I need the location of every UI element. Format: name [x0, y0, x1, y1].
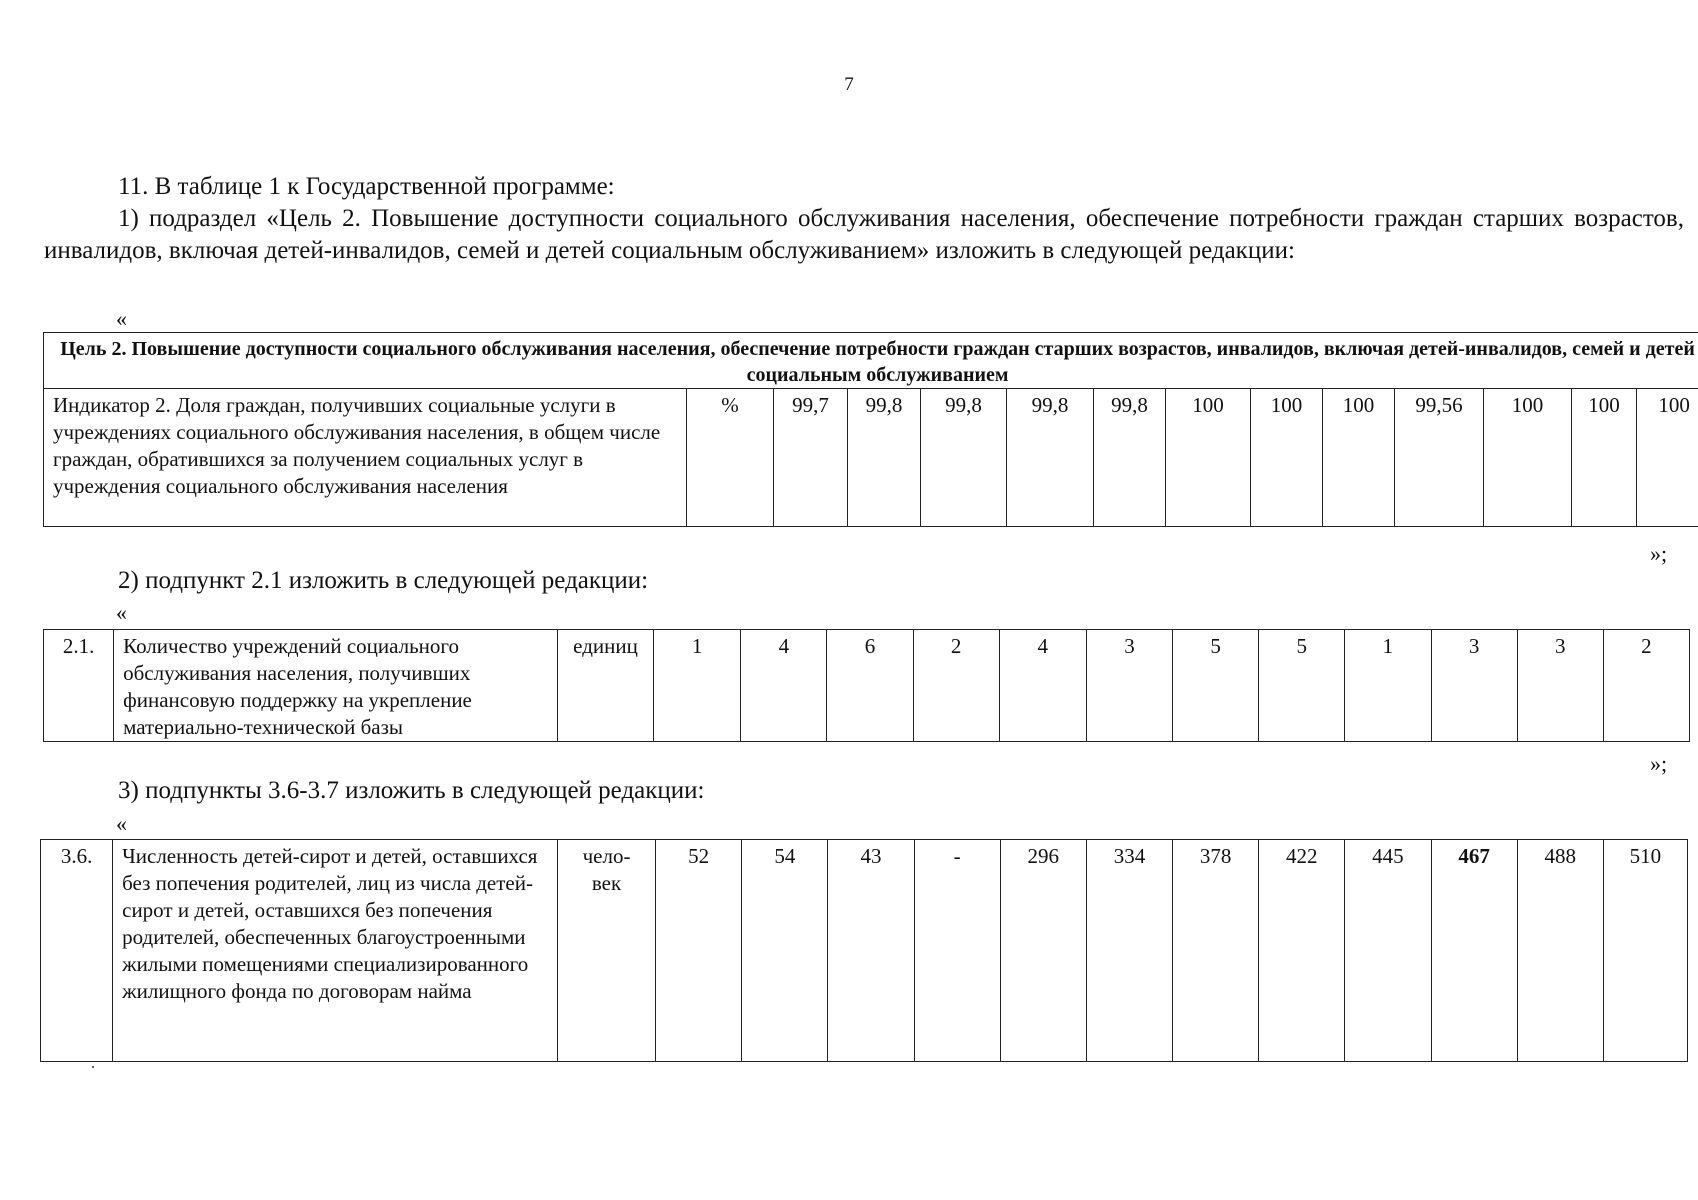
value-cell: 100: [1572, 389, 1637, 527]
value-cell: 334: [1086, 840, 1172, 1062]
value-cell: 99,8: [848, 389, 921, 527]
value-cell: 296: [1000, 840, 1086, 1062]
value-cell: 100: [1166, 389, 1251, 527]
goal-header: Цель 2. Повышение доступности социального обслуживания населения, обеспечение потребности граждан старших возрастов, инвалидов, включая детей-инвалидов, семей и детей социальным обслуживанием: [44, 333, 1698, 389]
table-row: [44, 389, 1698, 527]
value-cell: 100: [1637, 389, 1698, 527]
close-quote-1: »;: [1650, 541, 1668, 566]
table-goal-2: [43, 332, 1698, 527]
intro-line-2: 1) подраздел «Цель 2. Повышение доступности социального обслуживания населения, обеспечение потребности граждан старших возрастов, инвалидов, включая детей-инвалидов, семей и детей социальным обслуживанием» изложить в следующей редакции:: [44, 205, 1684, 264]
unit-cell: %: [687, 389, 774, 527]
value-cell: 100: [1251, 389, 1323, 527]
value-cell: 54: [742, 840, 828, 1062]
value-cell: 4: [999, 630, 1086, 742]
goal-header-row: [44, 333, 1698, 389]
value-cell: 378: [1173, 840, 1259, 1062]
table-row: [44, 630, 1690, 742]
open-quote-3: «: [116, 811, 127, 836]
value-cell: 3: [1431, 630, 1517, 742]
value-cell: 100: [1484, 389, 1572, 527]
table-subitem-2-1: [43, 629, 1690, 742]
table-subitem-3-6: [40, 839, 1688, 1062]
unit-cell: единиц: [557, 630, 653, 742]
value-cell: 445: [1345, 840, 1431, 1062]
value-cell: 99,8: [921, 389, 1007, 527]
value-cell: 52: [656, 840, 742, 1062]
value-cell: 6: [827, 630, 913, 742]
value-cell: 422: [1259, 840, 1345, 1062]
value-cell: 2: [913, 630, 999, 742]
value-cell: 99,56: [1395, 389, 1484, 527]
value-cell: 3: [1086, 630, 1172, 742]
row-number: 2.1.: [44, 630, 114, 742]
value-cell: 43: [828, 840, 914, 1062]
row-name: Численность детей-сирот и детей, оставшихся без попечения родителей, лиц из числа детей-сирот и детей, оставшихся без попечения родителей, обеспеченных благоустроенными жилыми помещениями специализированного жилищного фонда по договорам найма: [113, 840, 558, 1062]
open-quote-1: «: [116, 306, 127, 331]
value-cell: 488: [1517, 840, 1603, 1062]
section-3-heading: 3) подпункты 3.6-3.7 изложить в следующей редакции:: [118, 777, 705, 804]
table-row: [41, 840, 1688, 1062]
close-quote-2: »;: [1650, 751, 1668, 776]
value-cell: 1: [654, 630, 741, 742]
value-cell: 99,7: [774, 389, 848, 527]
unit-cell: чело- век: [557, 840, 655, 1062]
row-name: Количество учреждений социального обслуживания населения, получивших финансовую поддержку на укрепление материально-технической базы: [114, 630, 558, 742]
scan-dot: [92, 1066, 94, 1068]
row-number: 3.6.: [41, 840, 113, 1062]
section-2-heading: 2) подпункт 2.1 изложить в следующей редакции:: [118, 567, 649, 594]
value-cell: 99,8: [1007, 389, 1094, 527]
indicator-name: Индикатор 2. Доля граждан, получивших социальные услуги в учреждениях социального обслуживания населения, в общем числе граждан, обратившихся за получением социальных услуг в учреждения социального обслуживания населения: [44, 389, 687, 527]
page-number: 7: [844, 74, 854, 95]
value-cell: 100: [1323, 389, 1395, 527]
value-cell: 5: [1259, 630, 1345, 742]
value-cell: 99,8: [1094, 389, 1166, 527]
value-cell: 1: [1345, 630, 1431, 742]
intro-line-1: 11. В таблице 1 к Государственной программе:: [118, 173, 615, 200]
value-cell: 5: [1173, 630, 1259, 742]
value-cell: 510: [1603, 840, 1687, 1062]
value-cell: 3: [1517, 630, 1603, 742]
value-cell: -: [914, 840, 1000, 1062]
value-cell: 2: [1603, 630, 1689, 742]
value-cell: 4: [741, 630, 827, 742]
open-quote-2: «: [116, 600, 127, 625]
value-cell: 467: [1431, 840, 1517, 1062]
